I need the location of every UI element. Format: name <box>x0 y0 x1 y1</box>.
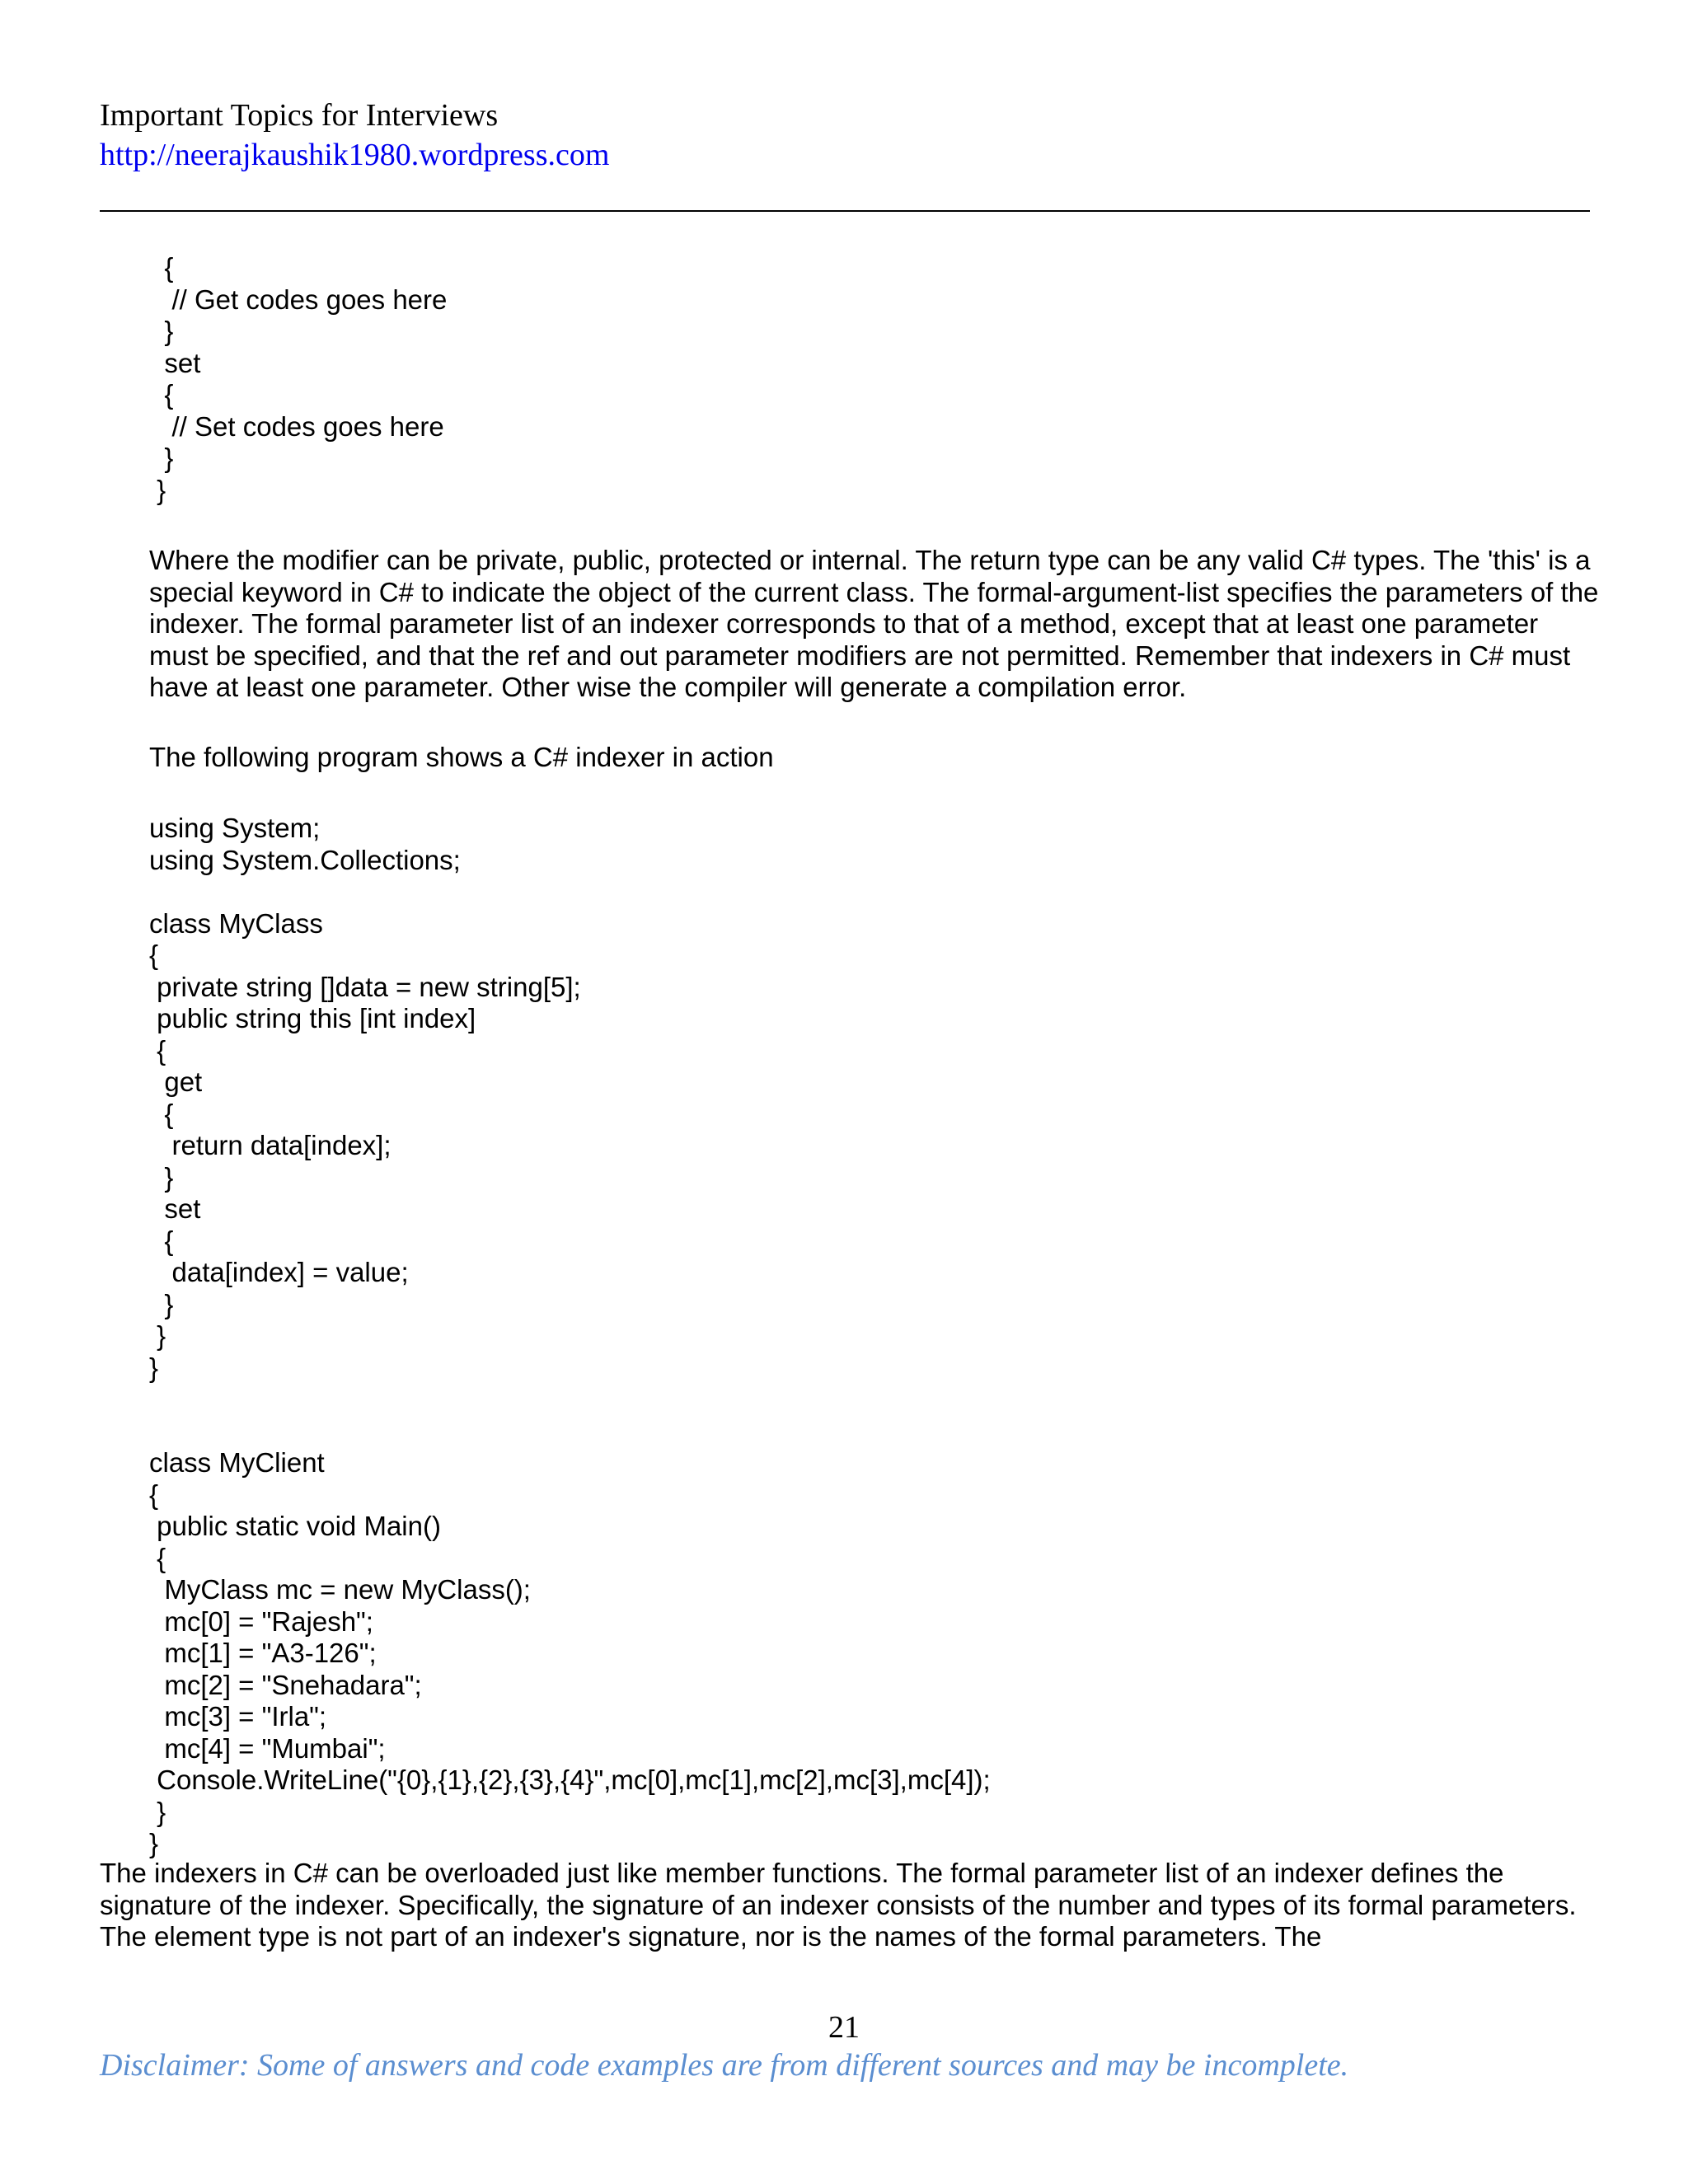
paragraph-indexer-overloading: The indexers in C# can be overloaded just like member functions. The formal parameter list of an indexer defines the signature of the indexer. Specifically, the signature of an indexer consists of the number and types of its formal parameters. The element type is not part of an indexer's signature, nor is the names of the formal parameters. The <box>100 1858 1577 1952</box>
header-divider <box>100 210 1590 212</box>
disclaimer-footer: Disclaimer: Some of answers and code examples are from different sources and may be incomplete. <box>100 2048 1349 2083</box>
blog-link[interactable]: http://neerajkaushik1980.wordpress.com <box>100 138 610 172</box>
code-block-indexer-example: using System; using System.Collections; class MyClass { private string []data = new string[5]; public string this [int index] { get { return data[index]; } set { data[index] = value; } } } class MyClient { public static void Main() { MyClass mc = new MyClass(); mc[0] = "Rajesh"; mc[1] = "A3-126"; mc[2] = "Snehadara"; mc[3] = "Irla"; mc[4] = "Mumbai"; Console.WriteLine("{0},{1},{2},{3},{4}",mc[0],mc[1],mc[2],mc[3],mc[4]); } } <box>149 813 991 1858</box>
header-title: Important Topics for Interviews <box>100 98 499 133</box>
page-number: 21 <box>828 2010 860 2045</box>
paragraph-program-intro: The following program shows a C# indexer in action <box>149 742 774 772</box>
paragraph-indexer-description: Where the modifier can be private, public, protected or internal. The return type can be any valid C# types. The 'this' is a special keyword in C# to indicate the object of the current class. The formal-argument-list specifies the parameters of the indexer. The formal parameter list of an indexer corresponds to that of a method, except that at least one parameter must be specified, and that the ref and out parameter modifiers are not permitted. Remember that indexers in C# must have at least one parameter. Other wise the compiler will generate a compilation error. <box>149 545 1599 702</box>
code-block-indexer-syntax: { // Get codes goes here } set { // Set codes goes here } } <box>157 252 448 505</box>
